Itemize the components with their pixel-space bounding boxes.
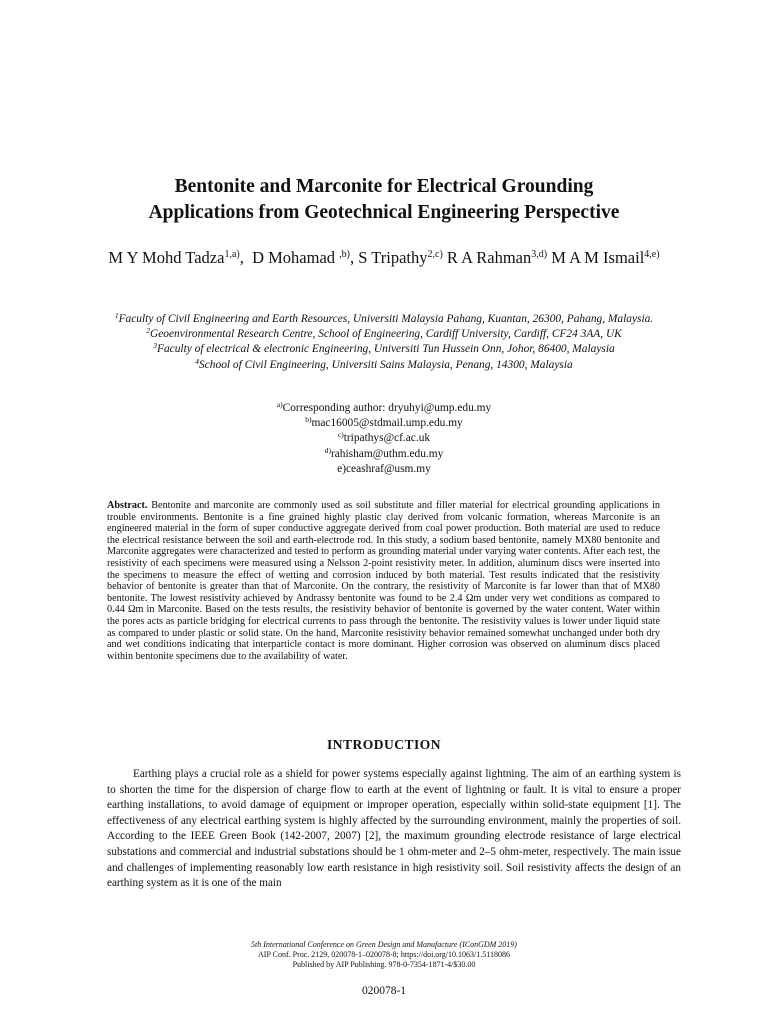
email-text: tripathys@cf.ac.uk: [343, 432, 431, 445]
author-name: M Y Mohd Tadza: [108, 248, 225, 267]
title-line-1: Bentonite and Marconite for Electrical Grounding: [174, 176, 594, 197]
email-mark: a): [276, 400, 283, 409]
footer-publisher: Published by AIP Publishing. 978-0-7354-1871-4/$30.00: [292, 960, 476, 970]
email-mark: b): [305, 415, 312, 425]
affiliation-number: 1: [114, 311, 119, 320]
author-name: R A Rahman: [446, 248, 532, 267]
email-item: [180, 462, 588, 477]
affiliation-number: 4: [195, 356, 200, 366]
author-name: S Tripathy: [358, 248, 428, 267]
affiliation-list: [100, 312, 668, 373]
affiliation-item: [100, 312, 668, 327]
affiliation-item: [100, 342, 668, 357]
affiliation-number: 2: [146, 326, 150, 336]
affiliation-item: [100, 327, 668, 342]
affiliation-number: 3: [153, 341, 158, 351]
email-item: [180, 416, 588, 431]
author-separator: ,: [239, 248, 253, 267]
author-affiliation-mark: 1,a): [224, 249, 240, 260]
email-item: [180, 401, 588, 416]
email-mark: d): [324, 445, 331, 455]
abstract-label: Abstract.: [107, 500, 148, 511]
author-name: M A M Ismail: [551, 248, 645, 267]
introduction-paragraph: Earthing plays a crucial role as a shield for power systems especially against lightning. The aim of an earthing system is to shorten the time for the dispersion of charge flow to earth at the event of lightning or fault. It is vital to ensure a proper earthing installations, to avoid damage of equipment or improper operation, especially within solid-state equipment [1]. The effectiveness of any electrical earthing system is highly affected by the surrounding environment, mainly the properties of soil. According to the IEEE Green Book (142-2007, 2007) [2], the maximum grounding electrode resistance of large electrical substations and commercial and industrial substations should be 1 ohm-meter and 2–5 ohm-meter, respectively. The main issue and challenges of implementing reasonably low earth resistance in high resistivity soil. Soil resistivity affects the design of an earthing system as it is one of the main: [107, 768, 681, 890]
author-affiliation-mark: ,b): [339, 249, 351, 260]
abstract: [107, 500, 660, 662]
author-list: [90, 246, 678, 269]
email-mark: c): [337, 430, 344, 440]
email-text: e)ceashraf@usm.my: [337, 462, 431, 475]
author-name: D Mohamad: [252, 248, 340, 267]
title-line-2: Applications from Geotechnical Engineering Perspective: [148, 202, 620, 223]
email-item: [180, 447, 588, 462]
email-text: Corresponding author: dryuhyi@ump.edu.my: [282, 402, 492, 414]
section-heading-introduction: INTRODUCTION: [326, 737, 441, 752]
author-separator: ,: [350, 248, 359, 267]
email-item: [180, 431, 588, 446]
email-text: mac16005@stdmail.ump.edu.my: [311, 417, 463, 430]
abstract-text: Bentonite and marconite are commonly used as soil substitute and filler material for electrical grounding applications in trouble environments. Bentonite is a fine grained highly plastic clay derived from volcanic formation, whereas Marconite is an engineered material in the form of super conductive aggregate derived from coal power production. Both material are used to reduce the electrical resistance between the soil and earth-electrode rod. In this study, a sodium based bentonite, namely MX80 bentonite and Marconite aggregates were characterized and tested to perform as grounding material under varying water contents. After each test, the resistivity of each specimens were measured using a Nelsson 2-point resistivity meter. In addition, aluminum discs were inserted into the specimens to measure the effect of wetting and corrosion induced by both material. Test results indicated that the resistivity behavior of bentonite is greater than that of Marconite. On the contrary, the resistivity of Marconite is far lower than that of MX80 bentonite. The lowest resistivity achieved by Andrassy bentonite was found to be 2.4 Ωm under very wet conditions as compared to 0.44 Ωm in Marconite. Based on the tests results, the resistivity behavior of bentonite is governed by the water content. Water within the pores acts as particle bridging for electrical currents to pass through the bentonite. The resistivity values is lower under liquid state as compared to under plastic or solid state. On the hand, Marconite resistivity behavior remained somewhat unchanged under both dry and wet conditions indicating that interparticle contact is more dominant. Higher corrosion was observed on aluminum discs placed within bentonite specimens due to the availability of water.: [107, 500, 661, 662]
author-affiliation-mark: 4,e): [644, 249, 660, 260]
affiliation-item: [100, 358, 668, 373]
email-list: [180, 401, 588, 477]
footer-proceedings: AIP Conf. Proc. 2129, 020078-1–020078-8; https://doi.org/10.1063/1.5118086: [258, 950, 510, 960]
affiliation-text: Faculty of Civil Engineering and Earth Resources, Universiti Malaysia Pahang, Kuantan, 26300, Pahang, Malaysia.: [118, 313, 654, 325]
affiliation-text: Geoenvironmental Research Centre, School of Engineering, Cardiff University, Cardiff, CF24 3AA, UK: [149, 328, 622, 341]
affiliation-text: School of Civil Engineering, Universiti Sains Malaysia, Penang, 14300, Malaysia: [199, 358, 573, 371]
page-number: 020078-1: [361, 985, 407, 997]
affiliation-text: Faculty of electrical & electronic Engineering, Universiti Tun Hussein Onn, Johor, 86400, Malaysia: [157, 343, 615, 356]
page-footer: [150, 940, 618, 971]
author-affiliation-mark: 2,c): [427, 249, 443, 260]
email-text: rahisham@uthm.edu.my: [330, 447, 444, 460]
paper-title: [60, 174, 708, 226]
author-affiliation-mark: 3,d): [531, 249, 548, 260]
footer-conference: 5th International Conference on Green Design and Manufacture (IConGDM 2019): [251, 940, 517, 949]
